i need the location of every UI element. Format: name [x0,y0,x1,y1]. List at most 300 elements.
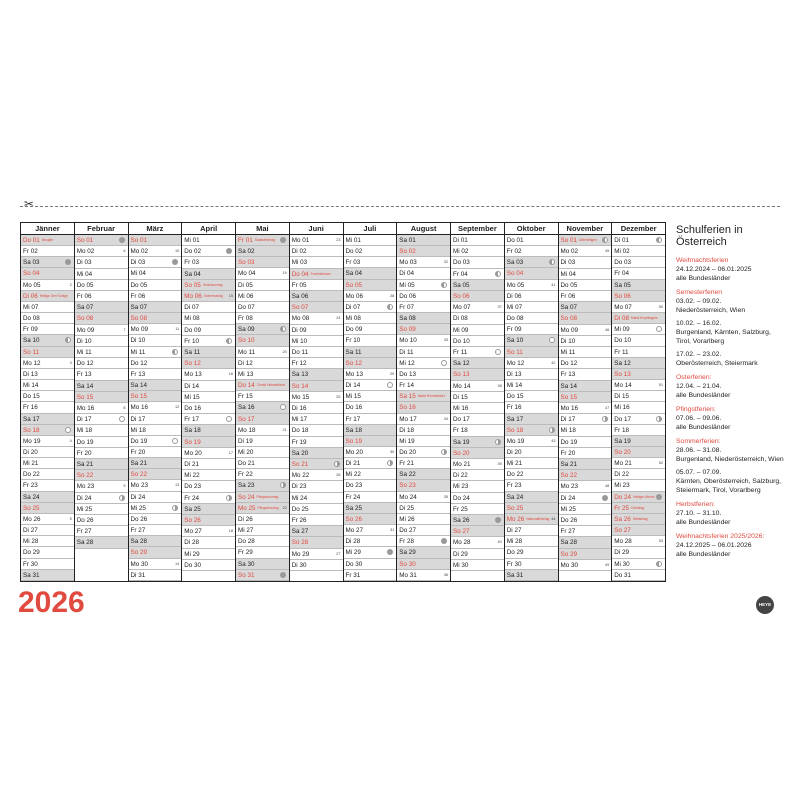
moon-phase-icon [65,337,71,343]
holiday-section-line: 28.06. – 31.08. [676,447,722,454]
day-label: Mo 30 [560,561,579,569]
day-cell [75,459,128,470]
day-cell [559,470,612,481]
day-cell [397,369,450,380]
month-header: August [397,223,450,235]
day-cell [21,525,74,536]
day-cell [559,291,612,302]
week-number: 34 [443,416,448,421]
day-cell [21,302,74,313]
day-label: Fr 25 [453,505,468,513]
day-cell [559,257,612,268]
day-cell [290,392,343,403]
scissors-icon: ✂ [24,197,35,211]
day-cell [129,257,182,268]
day-cell [397,347,450,358]
month-header: Februar [75,223,128,235]
day-label: Di 14 [184,382,199,390]
day-cell [505,514,558,525]
day-cell [612,447,665,458]
day-cell [129,313,182,324]
holiday-section [676,405,788,432]
day-label: Mo 22 [291,472,310,480]
day-label: So 12 [184,360,201,368]
day-cell [559,336,612,347]
day-cell [290,235,343,246]
day-label: Do 22 [23,471,40,479]
holiday-section [676,256,788,283]
day-cell [21,503,74,514]
day-cell [397,268,450,279]
day-cell [559,358,612,369]
day-cell [451,560,504,571]
day-label: Mo 10 [399,337,417,345]
holiday-note: Ostersonntag [202,282,223,287]
day-label: Sa 25 [345,504,362,512]
moon-phase-icon [549,259,555,265]
day-cell [344,514,397,525]
day-label: Mo 26 [23,515,41,523]
day-cell [21,514,74,525]
day-label: Do 05 [130,281,148,289]
week-number: 13 [175,483,180,488]
day-cell [612,335,665,346]
day-cell [21,447,74,458]
day-cell [612,480,665,491]
day-label: Fr 03 [184,259,199,267]
day-cell [182,347,235,358]
day-label: Do 01 [23,237,40,245]
month-column [290,223,344,581]
day-cell [344,291,397,302]
day-label: Do 10 [453,337,470,345]
day-cell [505,402,558,413]
day-cell [612,425,665,436]
day-cell [397,235,450,246]
day-cell [290,403,343,414]
day-cell [451,515,504,526]
month-header: April [182,223,235,235]
day-label: Sa 30 [238,560,255,568]
day-cell [21,559,74,570]
day-cell [75,246,128,257]
moon-phase-icon [172,349,178,355]
day-label: Sa 26 [614,516,631,524]
day-cell [612,536,665,547]
day-cell [344,414,397,425]
day-cell [505,458,558,469]
day-label: So 03 [238,259,255,267]
holiday-section-heading: Herbstferien: [676,501,715,508]
day-label: Fr 18 [453,427,468,435]
day-label: Do 11 [291,349,309,357]
day-label: Fr 14 [399,382,414,390]
moon-phase-icon [387,382,393,388]
holiday-section-heading: Semesterferien [676,289,723,296]
day-label: Sa 12 [453,360,470,368]
day-label: Do 01 [506,237,524,244]
day-label: Do 31 [614,571,632,579]
week-number: 28 [390,293,395,298]
day-label: Mo 23 [560,483,579,491]
day-cell [290,269,343,280]
day-label: So 08 [130,315,147,323]
day-label: So 04 [506,270,524,278]
holiday-note: Christtag [630,505,645,510]
moon-phase-icon [65,427,71,433]
day-cell [344,302,397,313]
day-label: Sa 07 [130,303,147,311]
day-label: Fr 27 [560,528,576,536]
day-label: Di 07 [184,304,199,312]
day-label: So 22 [76,472,94,480]
day-cell [559,246,612,257]
day-cell [451,235,504,246]
day-label: Do 22 [506,471,524,479]
day-cell [451,437,504,448]
day-cell [75,437,128,448]
day-cell [505,235,558,246]
day-cell [290,560,343,571]
day-label: Fr 06 [560,293,576,301]
day-cell [612,369,665,380]
moon-phase-icon [172,438,178,444]
holiday-section-line: Tirol, Vorarlberg [676,338,725,345]
day-label: Di 29 [453,550,468,558]
day-label: Di 09 [291,326,307,334]
day-cell [451,392,504,403]
day-cell [129,503,182,514]
day-cell [397,358,450,369]
day-label: Mo 05 [506,281,525,289]
day-label: Sa 11 [184,349,201,357]
day-cell [290,336,343,347]
moon-phase-icon [441,282,447,288]
day-cell [451,291,504,302]
day-cell [612,313,665,324]
moon-phase-icon [280,482,286,488]
holiday-section-line: alle Bundesländer [676,275,731,282]
day-label: So 23 [399,482,416,490]
empty-space [451,571,504,581]
day-cell [559,280,612,291]
day-cell [182,313,235,324]
day-label: Sa 14 [560,382,577,390]
day-cell [397,480,450,491]
day-label: Mo 08 [291,315,310,323]
day-cell [21,380,74,391]
day-label: Sa 17 [23,415,40,423]
week-number: 24 [336,316,341,321]
day-cell [559,448,612,459]
week-number: 17 [228,450,233,455]
day-cell [451,369,504,380]
day-label: So 04 [23,270,40,278]
moon-phase-icon [656,416,662,422]
week-number: 8 [123,406,126,411]
day-label: Mo 18 [238,426,256,434]
day-cell [75,448,128,459]
day-cell [397,469,450,480]
day-cell [129,347,182,358]
day-label: Do 21 [238,460,255,468]
holiday-note: Fronleichnam [310,271,331,276]
day-cell [21,547,74,558]
day-cell [75,425,128,436]
day-cell [344,235,397,246]
day-label: Mo 03 [399,259,417,267]
day-cell [505,280,558,291]
day-cell [129,280,182,291]
day-cell [129,525,182,536]
day-label: Mi 28 [23,538,39,546]
day-cell [612,547,665,558]
day-label: Mi 30 [453,561,469,569]
day-label: Sa 27 [291,528,309,536]
day-label: So 01 [130,237,147,244]
day-label: Mo 13 [184,371,202,379]
holiday-section [676,288,788,368]
day-label: Mi 04 [76,270,93,278]
day-cell [129,414,182,425]
month-header: März [129,223,182,235]
day-label: Sa 19 [614,437,631,445]
day-cell [236,369,289,380]
week-number: 36 [443,572,448,577]
day-cell [612,525,665,536]
day-cell [505,570,558,581]
day-label: Di 10 [76,337,92,345]
day-label: Do 17 [614,415,632,423]
day-label: Di 30 [291,561,307,569]
day-label: Sa 31 [506,571,524,579]
day-label: So 13 [453,371,470,379]
day-label: Sa 12 [614,359,631,367]
day-label: Sa 03 [506,259,524,267]
day-label: Do 09 [184,326,202,334]
day-label: Di 24 [560,494,576,502]
week-number: 10 [175,249,180,254]
day-cell [397,436,450,447]
day-label: Do 16 [345,404,363,412]
day-cell [290,369,343,380]
holiday-section [676,532,788,559]
day-label: Fr 23 [23,482,38,490]
week-number: 41 [551,282,556,287]
day-label: So 19 [345,437,362,445]
day-cell [559,481,612,492]
day-label: Do 06 [399,292,417,300]
day-cell [182,414,235,425]
day-cell [129,291,182,302]
day-label: Mo 28 [614,538,632,546]
day-cell [21,324,74,335]
day-cell [344,425,397,436]
day-label: Do 03 [453,259,470,267]
day-label: Mi 05 [399,281,415,289]
day-cell [505,391,558,402]
day-label: Di 06 [23,292,38,300]
day-label: Di 22 [614,471,629,479]
day-cell [75,504,128,515]
day-cell [344,503,397,514]
day-cell [75,369,128,380]
day-cell [505,425,558,436]
day-cell [236,425,289,436]
day-label: Do 02 [184,248,202,256]
day-cell [559,515,612,526]
day-label: Sa 25 [184,505,201,513]
day-cell [397,536,450,547]
holiday-note: Neujahr [41,238,54,242]
day-label: Mi 22 [184,472,200,480]
day-label: Mo 17 [399,415,417,423]
day-label: Do 25 [291,505,309,513]
day-label: Mo 09 [130,326,149,334]
day-cell [290,414,343,425]
day-label: Do 15 [506,393,524,401]
month-header: September [451,223,504,235]
month-column [21,223,75,581]
day-label: Fr 07 [399,303,414,311]
day-cell [236,302,289,313]
day-label: Mi 14 [23,382,39,390]
day-cell [344,335,397,346]
day-cell [612,402,665,413]
day-cell [290,257,343,268]
holiday-section-line: 10.02. – 16.02. [676,320,722,327]
day-label: So 22 [130,471,147,479]
month-header: Dezember [612,223,665,235]
day-cell [182,448,235,459]
day-cell [505,469,558,480]
day-label: Do 20 [399,448,417,456]
day-cell [397,335,450,346]
year-calendar-grid [20,222,666,582]
day-label: Do 23 [184,483,202,491]
day-cell [505,547,558,558]
holiday-note: Pfingstmontag [257,505,279,510]
day-label: Do 19 [560,438,578,446]
day-label: Mi 19 [399,437,415,445]
day-cell [236,358,289,369]
day-label: Sa 22 [399,471,416,479]
week-number: 4 [69,438,72,443]
day-label: So 18 [506,426,524,434]
day-cell [505,447,558,458]
day-label: Mi 01 [345,237,361,244]
day-label: Di 28 [184,539,199,547]
day-cell [21,469,74,480]
day-cell [236,324,289,335]
day-cell [290,246,343,257]
day-cell [75,336,128,347]
moon-phase-icon [656,326,662,332]
day-cell [559,347,612,358]
day-cell [290,470,343,481]
day-label: Fr 24 [184,494,199,502]
day-label: Sa 26 [453,517,470,525]
day-label: Di 24 [130,493,146,501]
day-label: Sa 05 [614,281,631,289]
day-label: So 15 [76,393,94,401]
day-cell [290,448,343,459]
day-label: Mo 19 [23,437,41,445]
day-cell [129,559,182,570]
day-label: Di 22 [453,472,468,480]
day-cell [397,514,450,525]
day-label: Do 12 [76,360,94,368]
holiday-section-heading: Sommerferien: [676,438,721,445]
holiday-section-heading: Pfingstferien: [676,406,716,413]
moon-phase-icon [119,495,125,501]
day-label: So 08 [76,315,94,323]
empty-space [182,571,235,581]
day-label: Mo 11 [238,348,256,356]
day-cell [344,525,397,536]
day-label: So 16 [399,404,416,412]
day-cell [182,549,235,560]
moon-phase-icon [441,449,447,455]
day-cell [236,268,289,279]
day-cell [236,235,289,246]
day-label: So 26 [184,517,201,525]
day-cell [182,235,235,246]
day-label: Fr 13 [560,371,576,379]
week-number: 19 [282,271,287,276]
day-cell [21,369,74,380]
day-label: Do 29 [23,549,40,557]
day-cell [75,347,128,358]
day-label: Di 01 [614,237,629,244]
day-cell [505,347,558,358]
week-number: 14 [175,561,180,566]
holiday-section-heading: Weihnachtsferien 2025/2026: [676,533,765,540]
week-number: 2 [69,282,72,287]
holiday-section-line: 17.02. – 23.02. [676,351,722,358]
moon-phase-icon [495,439,501,445]
day-cell [182,437,235,448]
day-cell [451,336,504,347]
holiday-note: Pfingstsonntag [256,494,279,499]
day-label: Fr 22 [238,471,253,479]
week-number: 37 [497,305,502,310]
day-cell [182,459,235,470]
day-label: Sa 07 [560,304,577,312]
day-cell [182,358,235,369]
day-label: Mi 07 [23,303,39,311]
moon-phase-icon [495,271,501,277]
month-header: Jänner [21,223,74,235]
day-label: Mi 18 [130,426,146,434]
day-label: Do 04 [291,270,309,278]
week-number: 6 [123,249,126,254]
day-cell [451,526,504,537]
day-cell [290,302,343,313]
day-cell [397,425,450,436]
day-label: So 20 [614,448,631,456]
day-label: Mi 25 [76,505,93,513]
week-number: 52 [658,461,663,466]
holiday-section-line: Burgenland, Kärnten, Salzburg, [676,329,771,336]
day-cell [21,402,74,413]
moon-phase-icon [387,549,393,555]
week-number: 32 [443,260,448,265]
day-cell [344,268,397,279]
empty-space [290,571,343,581]
week-number: 48 [605,484,610,489]
day-cell [182,425,235,436]
